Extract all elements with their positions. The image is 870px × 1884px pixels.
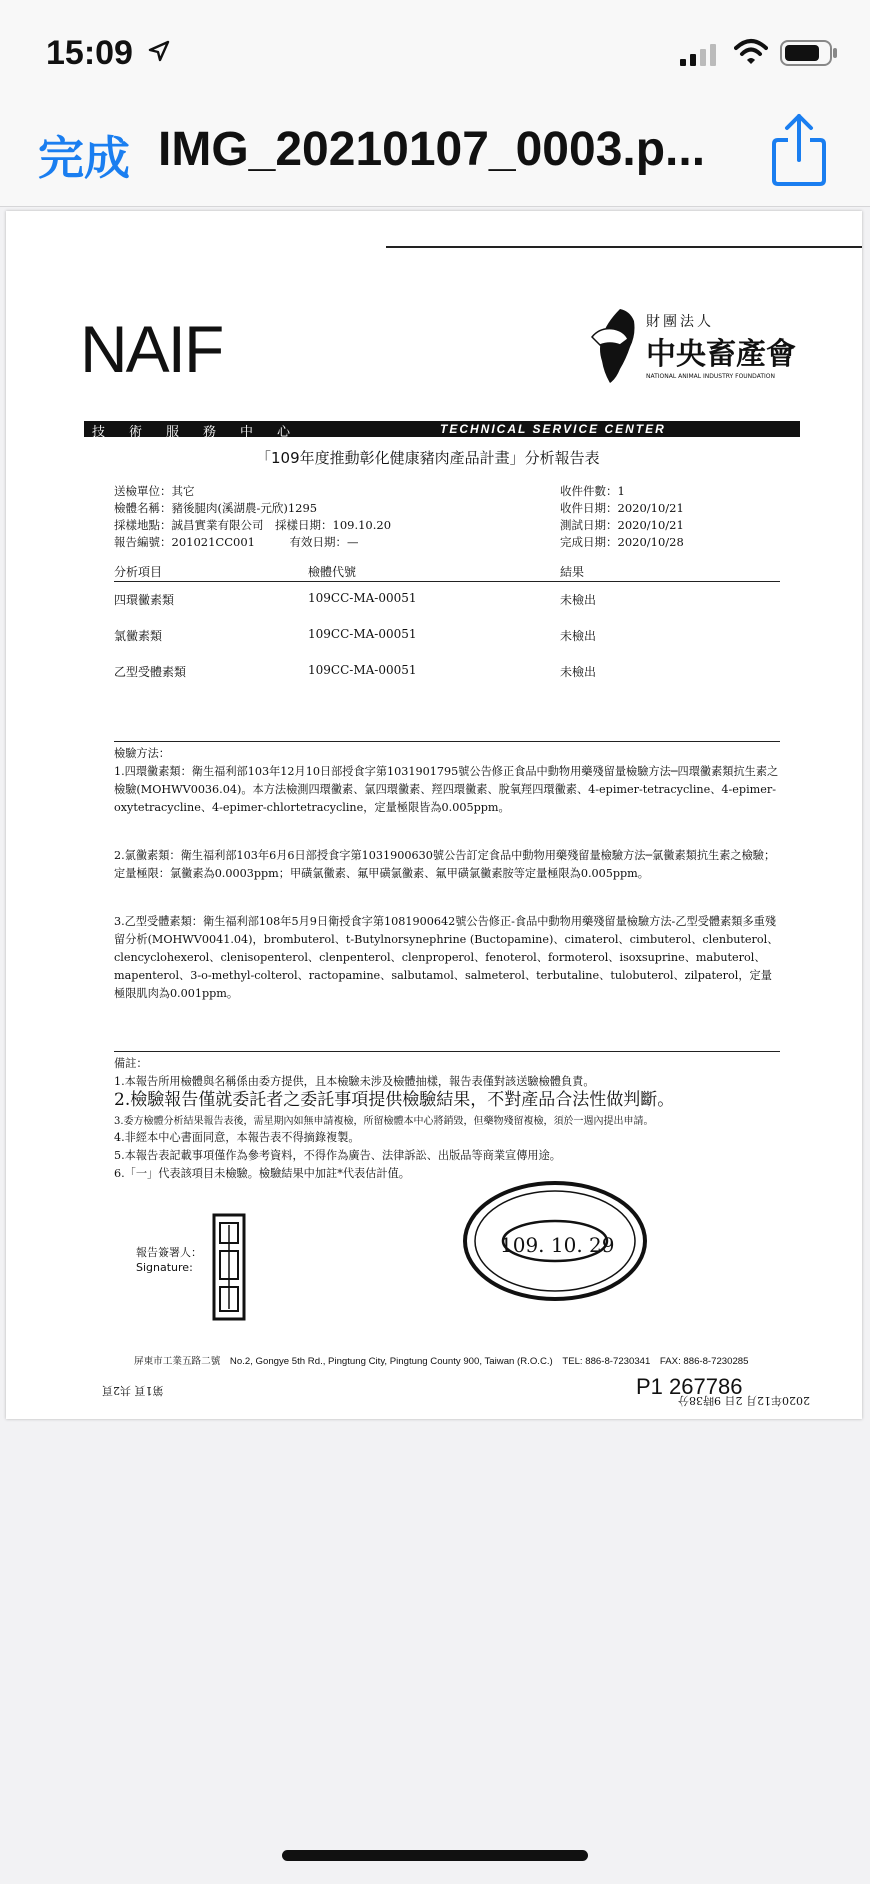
signature-label — [136, 1245, 202, 1275]
table-row-result: 未檢出 — [560, 665, 597, 679]
document-page — [6, 211, 862, 1419]
info-sampling: 採樣地點：誠昌實業有限公司 採樣日期：109.10.20 — [114, 518, 392, 532]
note-6: 6.「一」代表該項目未檢驗。檢驗結果中加註*代表估計值。 — [114, 1167, 410, 1180]
taiwan-pig-logo-icon — [590, 307, 644, 385]
address-line: 屏東市工業五路二號 No.2, Gongye 5th Rd., Pingtung City, Pingtung County 900, Taiwan (R.O.C.) TEL: 886-8-7230341 FAX: 886-8-7230285 — [134, 1356, 749, 1367]
org-small-label: 財團法人 — [646, 314, 714, 330]
table-row-item: 四環黴素類 — [114, 593, 175, 607]
table-row-item: 氯黴素類 — [114, 629, 163, 643]
org-english-name: NATIONAL ANIMAL INDUSTRY FOUNDATION — [646, 373, 775, 380]
header-band — [84, 421, 800, 440]
status-bar — [0, 0, 870, 100]
divider — [386, 246, 862, 248]
table-rule — [114, 581, 780, 582]
note-4: 4.非經本中心書面同意，本報告表不得摘錄複製。 — [114, 1131, 360, 1144]
cellular-signal-icon — [680, 44, 720, 66]
footer-page-count: 第1頁 共2頁 — [102, 1384, 164, 1397]
section-rule — [114, 1051, 780, 1052]
method-beta-agonist: 3.乙型受體素類：衛生福利部108年5月9日衛授食字第1081900642號公告修正-食品中動物用藥殘留量檢驗方法-乙型受體素類多重殘留分析(MOHWV0041.04)，brombuterol、t-Butylnorsynephrine (Buctopamine)、cimaterol、cimbuterol、clenbuterol、clencyclohexerol、clenisopenterol、clenpenterol、clenproperol、fenoterol、formoterol、isoxsuprine、mabuterol、mapenterol、3-o-methyl-colterol、ractopamine、salbutamol、salmeterol、terbutaline、tulobuterol、zilpaterol，定量極限肌肉為0.001ppm。 — [114, 915, 779, 1000]
signature-label-en: Signature: — [136, 1261, 193, 1274]
note-2: 2.檢驗報告僅就委託者之委託事項提供檢驗結果，不對產品合法性做判斷。 — [114, 1090, 675, 1110]
col-header-item: 分析項目 — [114, 565, 163, 579]
section-rule — [114, 741, 780, 742]
info-report-no: 報告編號：201021CC001 有效日期：— — [114, 535, 359, 549]
info-completed: 完成日期：2020/10/28 — [560, 535, 684, 549]
home-indicator[interactable] — [282, 1850, 588, 1861]
table-row-code: 109CC-MA-00051 — [308, 663, 417, 677]
info-sender: 送檢單位：其它 — [114, 484, 195, 498]
seal-date: 109. 10. 29 — [500, 1233, 615, 1257]
notes-heading: 備註： — [114, 1057, 148, 1070]
info-received: 收件日期：2020/10/21 — [560, 501, 684, 515]
document-viewer[interactable] — [0, 207, 870, 1884]
nav-bar — [0, 100, 870, 207]
table-row-result: 未檢出 — [560, 593, 597, 607]
page-number: P1 267786 — [636, 1374, 743, 1399]
methods-heading: 檢驗方法： — [114, 747, 170, 760]
info-count: 收件件數：1 — [560, 484, 625, 498]
signature-label-zh: 報告簽署人： — [136, 1246, 202, 1259]
share-icon[interactable] — [768, 112, 830, 188]
table-row-result: 未檢出 — [560, 629, 597, 643]
band-left-text: 技術服務中心 — [92, 425, 315, 440]
battery-icon — [780, 40, 838, 66]
info-sample-name: 檢體名稱：豬後腿肉(溪湖農-元欣)1295 — [114, 501, 318, 515]
table-row-code: 109CC-MA-00051 — [308, 627, 417, 641]
file-title: IMG_20210107_0003.p... — [158, 123, 706, 176]
note-5: 5.本報告表記載事項僅作為參考資料，不得作為廣告、法律訴訟、出版品等商業宣傳用途。 — [114, 1149, 561, 1162]
footer-timestamp: 2020年12月 2日 9時38分 — [678, 1394, 810, 1407]
table-row-item: 乙型受體素類 — [114, 665, 187, 679]
naif-logo: NAIF — [80, 312, 223, 386]
signature-seal-icon — [212, 1213, 246, 1321]
status-time: 15:09 — [46, 34, 133, 72]
table-row-code: 109CC-MA-00051 — [308, 591, 417, 605]
wifi-icon — [734, 38, 768, 66]
report-title: 「109年度推動彰化健康豬肉產品計畫」分析報告表 — [256, 449, 600, 467]
method-chloramphenicol: 2.氯黴素類：衛生福利部103年6月6日部授食字第1031900630號公告訂定食品中動物用藥殘留量檢驗方法─氯黴素類抗生素之檢驗；定量極限：氯黴素為0.0003ppm；甲磺氯黴素、氟甲磺氯黴素、氟甲磺氯黴素胺等定量極限為0.005ppm。 — [114, 849, 776, 880]
done-button[interactable]: 完成 — [38, 131, 130, 185]
note-3: 3.委方檢體分析結果報告表後，需星期內如無申請複檢，所留檢體本中心將銷毀，但藥物殘留複檢，須於一週內提出申請。 — [114, 1116, 654, 1127]
note-1: 1.本報告所用檢體與名稱係由委方提供，且本檢驗未涉及檢體抽樣，報告表僅對該送驗檢體負責。 — [114, 1075, 595, 1088]
col-header-code: 檢體代號 — [308, 565, 357, 579]
location-arrow-icon — [148, 40, 170, 62]
band-right-text: TECHNICAL SERVICE CENTER — [440, 422, 666, 436]
info-tested: 測試日期：2020/10/21 — [560, 518, 684, 532]
method-tetracycline: 1.四環黴素類：衛生福利部103年12月10日部授食字第1031901795號公告修正食品中動物用藥殘留量檢驗方法─四環黴素類抗生素之檢驗(MOHWV0036.04)。本方法檢測四環黴素、氯四環黴素、羥四環黴素、脫氧羥四環黴素、4-epimer-tetracycline、4-epimer-oxytetracycline、4-epimer-chlortetracycline，定量極限皆為0.005ppm。 — [114, 765, 779, 814]
org-name: 中央畜產會 — [646, 337, 796, 372]
col-header-result: 結果 — [560, 565, 585, 579]
